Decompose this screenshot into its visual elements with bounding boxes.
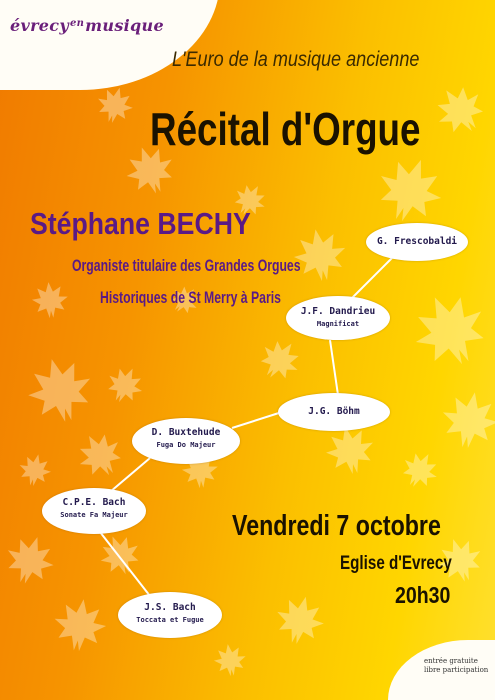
composer-name: C.P.E. Bach bbox=[62, 497, 126, 508]
work-title: Fuga Do Majeur bbox=[156, 441, 216, 449]
composer-name: J.G. Böhm bbox=[308, 406, 360, 417]
admission-line-2: libre participation bbox=[424, 666, 489, 674]
poster-title: Récital d'Orgue bbox=[150, 103, 421, 155]
program-item-dandrieu bbox=[286, 296, 390, 340]
program-item-js-bach bbox=[118, 592, 222, 638]
evrecy-en-musique-logo: évrecy$^{en}$musique bbox=[10, 16, 164, 35]
program-item-buxtehude bbox=[132, 418, 240, 464]
event-date: Vendredi 7 octobre bbox=[232, 510, 441, 542]
event-series-subtitle: L'Euro de la musique ancienne bbox=[172, 48, 420, 71]
composer-name: G. Frescobaldi bbox=[376, 236, 458, 247]
work-title: Magnificat bbox=[316, 320, 360, 328]
program-item-bohm bbox=[278, 393, 390, 431]
work-title: Toccata et Fugue bbox=[136, 616, 204, 624]
composer-name: J.S. Bach bbox=[144, 602, 196, 613]
performer-role-line-2: Historiques de St Merry à Paris bbox=[100, 288, 281, 307]
event-venue: Eglise d'Evrecy bbox=[340, 553, 452, 574]
program-item-frescobaldi bbox=[366, 223, 468, 261]
program-item-cpe-bach bbox=[42, 488, 146, 534]
event-time: 20h30 bbox=[395, 582, 451, 608]
performer-name: Stéphane BECHY bbox=[30, 206, 251, 241]
performer-role-line-1: Organiste titulaire des Grandes Orgues bbox=[72, 256, 301, 275]
admission-line-1: entrée gratuite bbox=[424, 657, 478, 665]
work-title: Sonate Fa Majeur bbox=[60, 511, 128, 519]
composer-name: D. Buxtehude bbox=[151, 427, 221, 438]
composer-name: J.F. Dandrieu bbox=[300, 306, 376, 317]
